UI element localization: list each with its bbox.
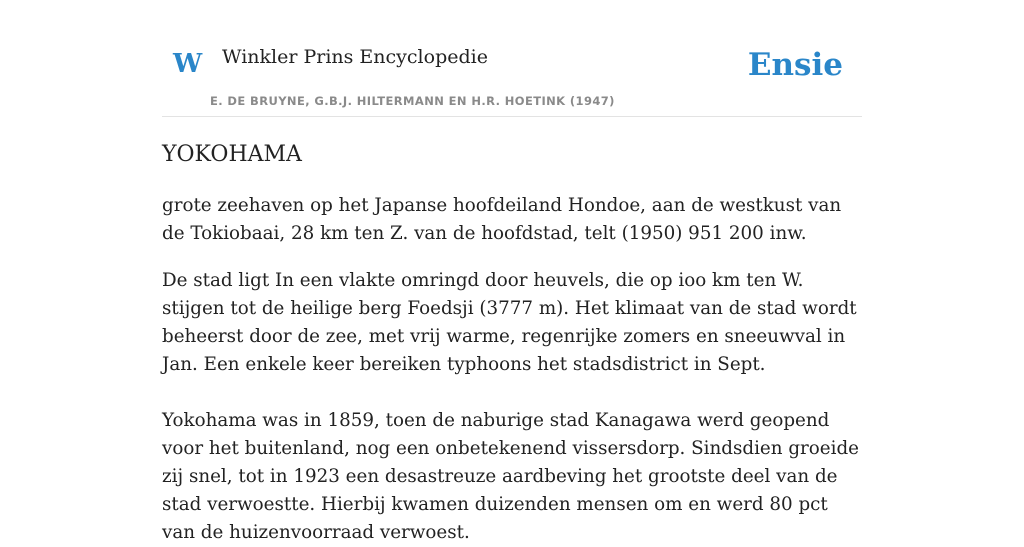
article-paragraph: De stad ligt In een vlakte omringd door heuvels, die op ioo km ten W. stijgen tot de heilige berg Foedsji (3777 m). Het klimaat van de stad wordt beheerst door de zee, met vrij warme, regenrijke zomers en sneeuwval in Jan. Een enkele keer bereiken typhoons het stadsdistrict in Sept.: [162, 270, 857, 376]
brand-logo[interactable]: Ensie: [747, 47, 843, 83]
article-paragraph: Yokohama was in 1859, toen de naburige stad Kanagawa werd geopend voor het buitenland, nog een onbetekenend vissersdorp. Sindsdien groeide zij snel, tot in 1923 een desastreuze aardbeving het grootste deel van de stad verwoestte. Hierbij kwamen duizenden mensen om en werd 80 pct van de huizenvoorraad verwoest.: [162, 410, 859, 544]
publication-title[interactable]: Winkler Prins Encyclopedie: [222, 46, 488, 68]
publication-authors: E. DE BRUYNE, G.B.J. HILTERMANN EN H.R. HOETINK (1947): [210, 94, 615, 108]
entry-title: YOKOHAMA: [162, 142, 302, 167]
article-paragraph: grote zeehaven op het Japanse hoofdeiland Hondoe, aan de westkust van de Tokiobaai, 28 km ten Z. van de hoofdstad, telt (1950) 951 200 inw.: [162, 195, 842, 245]
publication-logo[interactable]: W: [173, 49, 203, 79]
page-header: [162, 0, 862, 117]
document-page: [162, 0, 862, 547]
article-body: [162, 192, 862, 547]
